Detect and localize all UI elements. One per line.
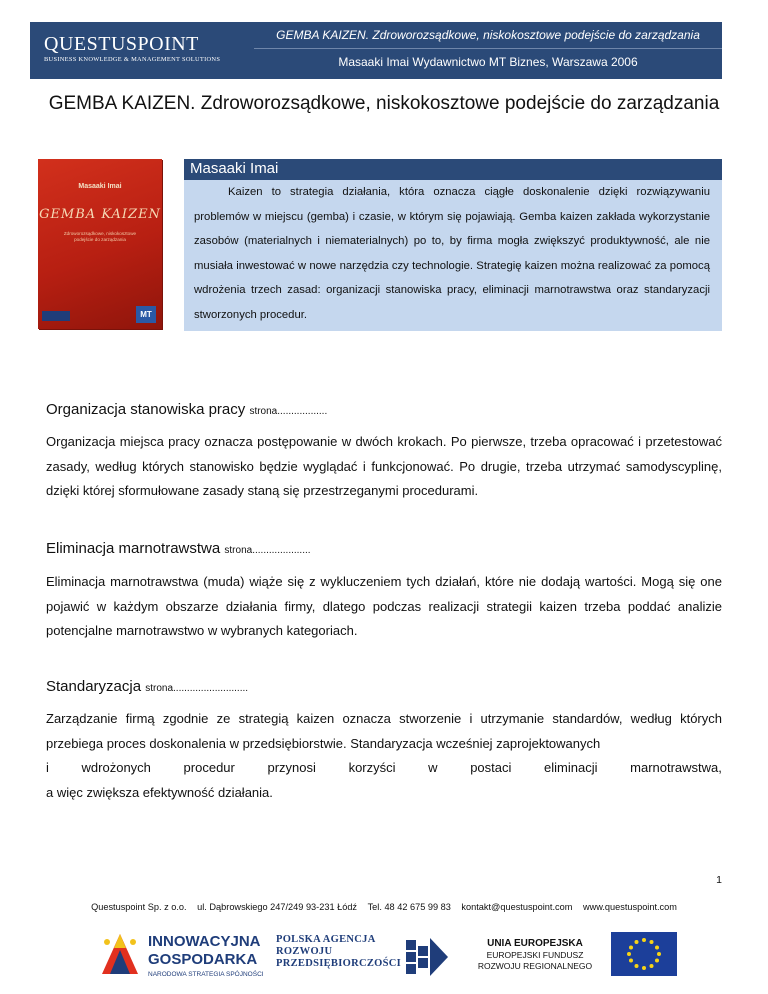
section-text-organizacja	[46, 430, 722, 504]
cover-title: GEMBA KAIZEN	[39, 207, 161, 222]
info-box-body	[194, 180, 710, 327]
eu-flag-icon	[611, 932, 677, 976]
ue-line1: UNIA EUROPEJSKA	[487, 938, 583, 949]
footer-address: ul. Dąbrowskiego 247/249 93-231 Łódź	[197, 902, 358, 912]
paragraph-last-line: a więc zwiększa efektywność działania.	[46, 784, 273, 800]
document-title: GEMBA KAIZEN. Zdroworozsądkowe, niskokosztowe podejście do zarządzania	[48, 93, 720, 114]
section-page-label: strona.....................	[224, 545, 311, 556]
parp-line3: PRZEDSIĘBIORCZOŚCI	[276, 958, 402, 969]
info-box-heading: Masaaki Imai	[190, 160, 279, 177]
word: eliminacji	[544, 760, 598, 775]
footer-company: Questuspoint Sp. z o.o.	[91, 902, 187, 912]
footer-website-link[interactable]: www.questuspoint.com	[582, 902, 677, 912]
book-cover-image	[38, 159, 162, 329]
info-box-header	[184, 159, 722, 180]
parp-logo-text	[276, 934, 402, 980]
cover-subtitle: Zdroworozsądkowe, niskokosztowe podejście do zarządzania	[63, 231, 137, 242]
ig-line3: NARODOWA STRATEGIA SPÓJNOŚCI	[148, 971, 264, 978]
word: i	[46, 760, 49, 775]
section-heading-organizacja	[46, 401, 327, 418]
paragraph: Organizacja miejsca pracy oznacza postępowanie w dwóch krokach. Po pierwsze, trzeba opracować i przetestować zasady, według których stanowisko będzie wyglądać i funkcjonować. Po drugie, trzeba utrzymać samodyscyplinę, dzięki której sformułowane zasady staną się przestrzeganymi procedurami.	[46, 434, 722, 498]
cover-author: Masaaki Imai	[78, 183, 122, 190]
word: korzyści	[348, 760, 396, 775]
footer-email-link[interactable]: kontakt@questuspoint.com	[461, 902, 573, 912]
ue-logo-text	[470, 938, 600, 972]
section-title: Eliminacja marnotrawstwa	[46, 540, 221, 557]
justified-line	[46, 756, 722, 781]
logo-tagline: BUSINESS KNOWLEDGE & MANAGEMENT SOLUTIONS	[44, 56, 221, 63]
section-page-label: strona..................	[249, 406, 328, 417]
footer-phone: Tel. 48 42 675 99 83	[367, 902, 451, 912]
ig-line2: GOSPODARKA	[148, 951, 258, 968]
word: w	[428, 760, 438, 775]
word: wdrożonych	[81, 760, 151, 775]
section-heading-eliminacja	[46, 540, 311, 557]
ue-line3: ROZWOJU REGIONALNEGO	[477, 961, 593, 971]
section-title: Standaryzacja	[46, 678, 142, 695]
funding-logos	[0, 924, 768, 988]
section-text-eliminacja	[46, 570, 722, 644]
section-heading-standaryzacja	[46, 678, 248, 695]
info-box-text: Kaizen to strategia działania, która oznacza ciągłe doskonalenie dzięki rozwiązywaniu problemów w miejscu (gemba) i czasie, w którym się pojawiają. Gemba kaizen zakłada wykorzystanie zasobów (materialnych i niematerialnych) po to, by firma mogła zwiększyć produktywność, ale nie musiała inwestować w nowe narzędzia czy technologie. Strategię kaizen można realizować za pomocą wdrożenia trzech zasad: organizacji stanowiska pracy, eliminacji marnotrawstwa oraz standaryzacji stworzonych procedur.	[194, 186, 710, 321]
parp-arrow-icon	[402, 932, 450, 982]
header-publication-info: Masaaki Imai Wydawnictwo MT Biznes, Warszawa 2006	[338, 55, 638, 69]
paragraph: Zarządzanie firmą zgodnie ze strategią kaizen oznacza stworzenie i utrzymanie standardów, według których przebiega proces doskonalenia w przedsiębiorstwie. Standaryzacja wcześniej zaprojektowanych	[46, 711, 722, 751]
ue-line2: EUROPEJSKI FUNDUSZ	[486, 950, 584, 960]
author-info-box	[184, 159, 722, 331]
word: procedur	[183, 760, 235, 775]
parp-line1: POLSKA AGENCJA	[276, 934, 376, 945]
logo-main-text: QUESTUSPOINT	[44, 33, 199, 55]
cover-kaizen-logo	[42, 311, 70, 321]
word: przynosi	[267, 760, 316, 775]
word: marnotrawstwa,	[630, 760, 722, 775]
parp-line2: ROZWOJU	[276, 946, 333, 957]
paragraph: Eliminacja marnotrawstwa (muda) wiąże się z wykluczeniem tych działań, które nie dodają wartości. Mogą się one pojawić w każdym obszarze działania firmy, dlatego podczas realizacji strategii kaizen trzeba poddać analizie potencjalne marnotrawstwo w wybranych kategoriach.	[46, 574, 722, 638]
page-number: 1	[716, 874, 722, 886]
section-page-label: strona...........................	[145, 683, 249, 694]
section-title: Organizacja stanowiska pracy	[46, 401, 246, 418]
footer-contact	[0, 902, 768, 912]
word: postaci	[470, 760, 512, 775]
section-text-standaryzacja	[46, 707, 722, 805]
cover-publisher-logo: MT	[136, 306, 156, 323]
innowacyjna-gospodarka-logo-icon	[98, 930, 142, 980]
header-book-title: GEMBA KAIZEN. Zdroworozsądkowe, niskokosztowe podejście do zarządzania	[254, 28, 722, 49]
ig-line1: INNOWACYJNA	[148, 933, 261, 950]
questuspoint-logo	[44, 34, 220, 63]
